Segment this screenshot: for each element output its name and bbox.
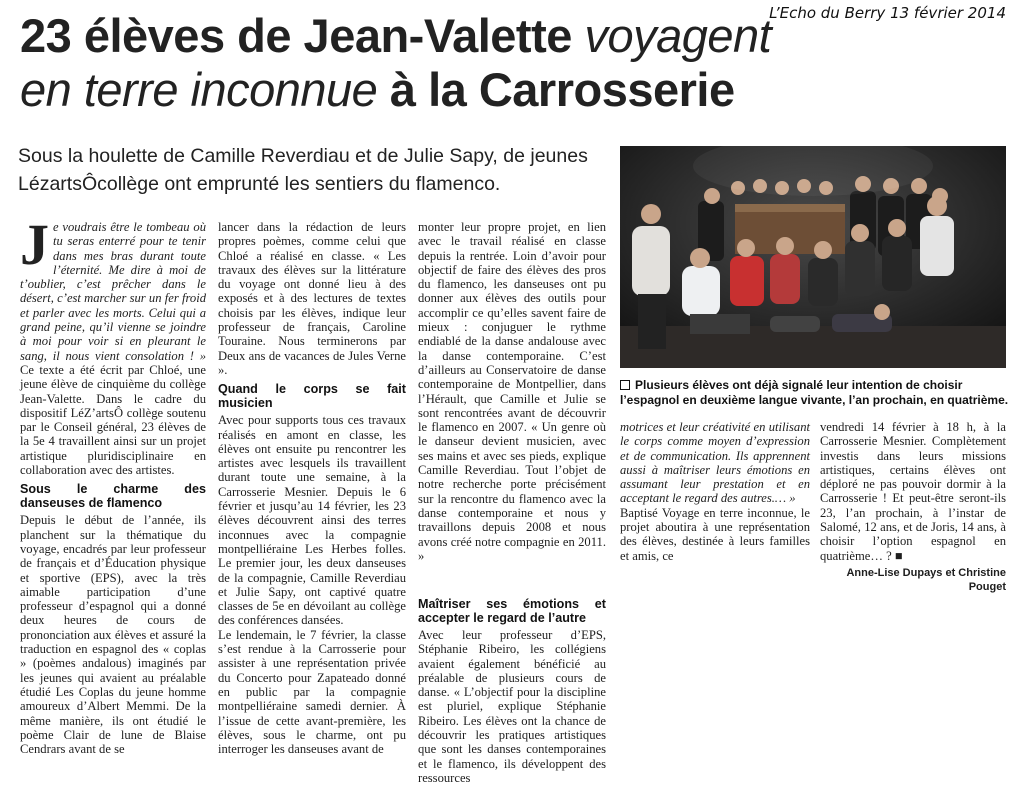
source-label: L’Echo du Berry 13 février 2014 bbox=[769, 4, 1006, 22]
subheading: Quand le corps se fait musicien bbox=[218, 382, 406, 410]
article-column-3-lower bbox=[418, 592, 606, 785]
caption-bullet-icon bbox=[620, 380, 630, 390]
caption-text: Plusieurs élèves ont déjà signalé leur intention de choisir l’espagnol en deuxième langue vivante, l’an prochain, en quatrième. bbox=[620, 378, 1009, 407]
article-column-4 bbox=[620, 420, 810, 563]
deck-line-2: LézartsÔcollège ont emprunté les sentiers du flamenco. bbox=[18, 173, 501, 195]
article-column-3 bbox=[418, 220, 606, 563]
headline-bold-part-2: à la Carrosserie bbox=[389, 63, 735, 116]
deck-line-1: Sous la houlette de Camille Reverdiau et de Julie Sapy, de jeunes bbox=[18, 145, 588, 167]
subheading: Maîtriser ses émotions et accepter le regard de l’autre bbox=[418, 597, 606, 625]
article-deck bbox=[18, 142, 618, 198]
headline-line-2 bbox=[20, 64, 735, 116]
paragraph: Ce texte a été écrit par Chloé, une jeune élève de cinquième du collège Jean-Valette. Dans le cadre du dispositif LéZ’artsÔ collège soutenu par le Conseil général, 23 élèves de la 5e 4 travaillent ainsi sur un projet artistique pluridisciplinaire en collaboration avec des artistes. bbox=[20, 362, 206, 478]
paragraph: lancer dans la rédaction de leurs propres poèmes, comme celui que Chloé a réalisé en classe. « Les travaux des élèves sur la littérature du voyage ont donné lieu à des exposés et à des lectures de textes choisis par les élèves, indique leur professeur de français, Caroline Touraine. Nous terminerons par Deux ans de vacances de Jules Verne ». bbox=[218, 220, 406, 377]
headline-italic-part-2: en terre inconnue bbox=[20, 63, 378, 116]
paragraph: vendredi 14 février à 18 h, à la Carrosserie Mesnier. Complètement investis dans leurs missions artistiques, certains élèves ont déploré ne pas pouvoir dormir à la Carrosserie ! Et peut-être seront-ils 23, l’an prochain, à l’instar de Salomé, 12 ans, et de Joris, 14 ans, à choisir l’option espagnol en quatrième… ? bbox=[820, 420, 1006, 563]
paragraph: Le lendemain, le 7 février, la classe s’est rendue à la Carrosserie pour assister à une représentation privée du Concerto pour Zapateado donné en public par la compagnie montpelliéraine samedi dernier. À l’issue de cette avant-première, les élèves, sous le charme, ont pu interroger les danseuses avant de bbox=[218, 627, 406, 757]
subheading: Sous le charme des danseuses de flamenco bbox=[20, 482, 206, 510]
paragraph: monter leur propre projet, en lien avec le travail réalisé en classe depuis la rentrée. Loin d’avoir pour objectif de faire des élèves des pros du flamenco, les danseuses ont pu donner aux élèves des outils pour accomplir ce qu’elles savent faire de mieux : conjuguer le rythme endiablé de la danse andalouse avec la danse contemporaine. C’est d’ailleurs au Conservatoire de danse contemporaine de Montpellier, dans l’Hérault, que Camille et Julie se sont rencontrées avant de découvrir le flamenco en 2007. « Un genre où le danseur devient musicien, avec ses mains et avec ses pieds, explique Camille Reverdiau. Tout l’objet de notre recherche porte précisément sur la rencontre du flamenco avec la danse contemporaine et nous y travaillons depuis 2008 et nous avons créé notre compagnie en 2011. » bbox=[418, 220, 606, 563]
paragraph: Avec pour supports tous ces travaux réalisés en amont en classe, les élèves ont ensuite pu rencontrer les artistes avec lesquels ils travaillent durant toute une semaine, à la Carrosserie Mesnier. Depuis le 6 février et jusqu’au 14 février, les 23 élèves découvrent ainsi des terres inconnues avec la compagnie montpelliéraine Les Herbes folles. Le premier jour, les deux danseuses de la compagnie, Camille Reverdiau et Julie Sapy, ont captivé quatre classes de 5e en dévoilant au collège des conférences dansées. bbox=[218, 413, 406, 628]
paragraph: Baptisé Voyage en terre inconnue, le projet aboutira à une représentation des élèves, destinée à leurs familles et amis, ce bbox=[620, 505, 810, 563]
author-signature: Anne-Lise Dupays et Christine Pouget bbox=[846, 566, 1006, 594]
headline-italic-part: voyagent bbox=[584, 9, 772, 62]
opening-quote: e voudrais être le tombeau où tu seras enterré pour te tenir dans mes bras durant toute l’éternité. Me dire à moi de t’oublier, c’est prêcher dans le désert, c’est marcher sur un fer froid et parler avec les morts. Celui qui a grand peine, qu’il vienne se joindre à moi pour voir si en pleurant le sang, il nous vient consolation ! » bbox=[20, 220, 206, 363]
paragraph: Depuis le début de l’année, ils planchent sur la thématique du voyage, encadrés par leur professeur de français et d’Éducation physique et sportive (EPS), avec la très aimable participation d’une professeur d’espagnol qui a donné deux heures de cours de prononciation aux élèves et assuré la traduction en espagnol des « coplas » (poèmes andalous) imaginés par les jeunes qui avaient au préalable étudié Les Coplas du jeune homme amoureux d’Albert Memmi. De la même manière, ils ont étudié le poème Clair de lune de Blaise Cendrars avant de se bbox=[20, 513, 206, 757]
headline-line-1 bbox=[20, 10, 771, 62]
headline-bold-part: 23 élèves de Jean-Valette bbox=[20, 9, 572, 62]
end-mark-icon: ■ bbox=[894, 548, 903, 563]
drop-cap: J bbox=[20, 212, 49, 277]
article-column-2 bbox=[218, 220, 406, 756]
paragraph: Avec leur professeur d’EPS, Stéphanie Ribeiro, les collégiens avaient également bénéficié au préalable de plusieurs cours de danse. « L’objectif pour la discipline est pluriel, explique Stéphanie Ribeiro. Les élèves ont la chance de découvrir les pratiques artistiques que sont les danses contemporaines et le flamenco, ils développent des ressources bbox=[418, 628, 606, 785]
photo-caption bbox=[620, 378, 1012, 408]
group-photo bbox=[620, 146, 1006, 368]
group-photo-icon bbox=[620, 146, 1006, 368]
article-column-1 bbox=[20, 212, 206, 757]
paragraph: motrices et leur créativité en utilisant le corps comme moyen d’expression et de communication. Ils apprennent aussi à maîtriser leurs émotions en assumant leur prestation et en acceptant le regard des autres.… » bbox=[620, 420, 810, 506]
article-column-5 bbox=[820, 420, 1006, 595]
